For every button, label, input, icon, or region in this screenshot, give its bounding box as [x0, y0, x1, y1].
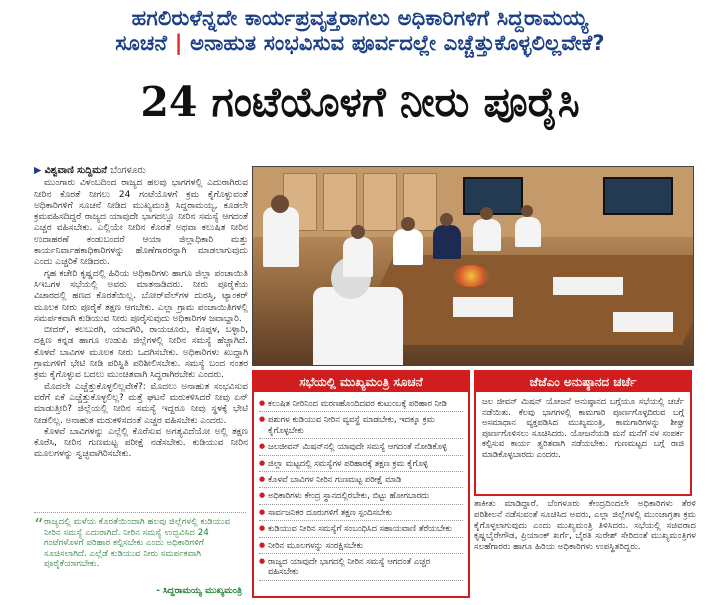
meeting-photo — [252, 166, 694, 366]
cm-instructions-box — [252, 370, 470, 598]
jjm-box — [474, 370, 692, 496]
byline-marker-icon: ▶ — [34, 165, 42, 176]
paragraph: ಮೊದಲೇ ಎಚ್ಚೆತ್ತುಕೊಳ್ಳಲಿಲ್ಲವೇಕೆ?: ಮೊದಲು ಅನಾಹುತ ಸಂಭವಿಸುವ ವರೆಗೆ ಏಕೆ ಎಚ್ಚೆತ್ತುಕೊಳ್ಳಲಿಲ್ಲ? ಮತ್ತೆ ಘಟನೆ ಮರುಕಳಿಸಿದರೆ ನೀವು ಏನ್ ಮಾಡುತ್ತೀರಿ? ಜಿಲ್ಲೆಯಲ್ಲಿ ನೀರಿನ ಸಮಸ್ಯೆ ಇದ್ದರೂ ನೀವು ಸ್ಥಳಕ್ಕೆ ಭೇಟಿ ನೀಡಲಿಲ್ಲ. ಅನಾಹುತ ಮರುಕಳಿಸದಂತೆ ಎಚ್ಚರ ವಹಿಸಬೇಕು ಎಂದರು. — [34, 381, 248, 426]
list-item: ● ಸಾರ್ವಜನಿಕರ ದೂರುಗಳಿಗೆ ತಕ್ಷಣ ಸ್ಪಂದಿಸಬೇಕು — [259, 505, 463, 521]
kicker-line-2a: ಸೂಚನೆ — [115, 31, 168, 55]
kicker-line-2 — [0, 31, 720, 56]
article-body-left — [34, 165, 248, 565]
list-item: ● ಪಶುಗಳ ಕುಡಿಯುವ ನೀರಿನ ವ್ಯವಸ್ಥೆ ಮಾಡಬೇಕು, ಇದಕ್ಕೂ ಕ್ರಮ ಕೈಗೊಳ್ಳಬೇಕು — [259, 412, 463, 439]
list-item: ● ನೀರಿನ ಮೂಲಗಳನ್ನು ಸಂರಕ್ಷಿಸಬೇಕು — [259, 538, 463, 554]
list-item: ● ಜಲಜೀವನ್ ಮಿಷನ್‌ನಲ್ಲಿ ಯಾವುದೇ ಸಮಸ್ಯೆ ಆಗದಂತೆ ನೋಡಿಕೊಳ್ಳಿ — [259, 439, 463, 455]
box-text: ಜಲ ಜೀವನ್ ಮಿಷನ್ ಯೋಜನೆ ಅನುಷ್ಠಾನದ ಬಗ್ಗೆಯೂ ಸಭೆಯಲ್ಲಿ ಚರ್ಚೆ ನಡೆಯಿತು. ಕೆಲವು ಭಾಗಗಳಲ್ಲಿ ಕಾಮಗಾರಿ ಪೂರ್ಣಗೊಳ್ಳದಿರುವ ಬಗ್ಗೆ ಅಸಮಾಧಾನ ವ್ಯಕ್ತಪಡಿಸಿದ ಮುಖ್ಯಮಂತ್ರಿ, ಕಾಮಗಾರಿಗಳನ್ನು ಶೀಘ್ರ ಪೂರ್ಣಗೊಳಿಸಲು ಸೂಚಿಸಿದರು. ಯೋಜನೆಯಡಿ ಮನೆ ಮನೆಗೆ ನಳ ಸಂಪರ್ಕ ಕಲ್ಪಿಸುವ ಕಾರ್ಯ ತ್ವರಿತವಾಗಿ ನಡೆಯಬೇಕು. ಗುಣಮಟ್ಟದ ಬಗ್ಗೆ ರಾಜಿ ಮಾಡಿಕೊಳ್ಳಬಾರದು ಎಂದರು. — [482, 396, 684, 459]
byline-name: ವಿಶ್ವವಾಣಿ ಸುದ್ದಿಮನೆ — [44, 165, 107, 176]
instruction-list — [254, 392, 468, 581]
box-title: ಜೆಜೆಎಂ ಅನುಷ್ಠಾನದ ಚರ್ಚೆ — [476, 372, 690, 392]
list-item: ● ಕುಡಿಯುವ ನೀರಿನ ಸಮಸ್ಯೆಗೆ ಸಂಬಂಧಿಸಿದ ಸಹಾಯವಾಣಿ ತೆರೆಯಬೇಕು — [259, 521, 463, 537]
headline: 24 ಗಂಟೆಯೊಳಗೆ ನೀರು ಪೂರೈಸಿ — [140, 78, 580, 126]
paragraph: ಬೀದರ್, ಕಲಬುರಗಿ, ಯಾದಗಿರಿ, ರಾಯಚೂರು, ಕೊಪ್ಪಳ, ಬಳ್ಳಾರಿ, ದಕ್ಷಿಣ ಕನ್ನಡ ಹಾಗೂ ಉಡುಪಿ ಜಿಲ್ಲೆಗಳಲ್ಲಿ ನೀರಿನ ಸಮಸ್ಯೆ ಹೆಚ್ಚಾಗಿದೆ. ಕೊಳವೆ ಬಾವಿಗಳ ಮೂಲಕ ನೀರು ಒದಗಿಸಬೇಕು. ಅಧಿಕಾರಿಗಳು ಖುದ್ದಾಗಿ ಗ್ರಾಮಗಳಿಗೆ ಭೇಟಿ ನೀಡಿ ಪರಿಸ್ಥಿತಿ ಪರಿಶೀಲಿಸಬೇಕು. ಸಮಸ್ಯೆ ಬಂದ ನಂತರ ಕ್ರಮ ಕೈಗೊಳ್ಳುವ ಬದಲು ಮುಂಚಿತವಾಗಿ ಸಿದ್ಧರಾಗಿರಬೇಕು ಎಂದರು. — [34, 325, 248, 381]
kicker — [0, 6, 720, 56]
list-item: ● ಜಿಲ್ಲಾ ಮಟ್ಟದಲ್ಲಿ ಸಮಸ್ಯೆಗಳ ಪರಿಹಾರಕ್ಕೆ ತಕ್ಷಣ ಕ್ರಮ ಕೈಗೊಳ್ಳಿ — [259, 456, 463, 472]
list-item: ● ಕೊಳವೆ ಬಾವಿಗಳ ನೀರಿನ ಗುಣಮಟ್ಟ ಪರೀಕ್ಷೆ ಮಾಡಿ — [259, 472, 463, 488]
pull-quote — [34, 512, 246, 598]
paragraph: ಮುಂಗಾರು ವಿಳಂಬದಿಂದ ರಾಜ್ಯದ ಹಲವು ಭಾಗಗಳಲ್ಲಿ ಎದುರಾಗಿರುವ ನೀರಿನ ಕೊರತೆ ನೀಗಲು 24 ಗಂಟೆಯೊಳಗೆ ಕ್ರಮ ಕೈಗೊಳ್ಳುವಂತೆ ಅಧಿಕಾರಿಗಳಿಗೆ ಸೂಚನೆ ನೀಡಿದ ಮುಖ್ಯಮಂತ್ರಿ ಸಿದ್ದರಾಮಯ್ಯ, ಕೂಡಲೇ ಕ್ರಮವಹಿಸದಿದ್ದರೆ ರಾಜ್ಯದ ಯಾವುದೇ ಭಾಗದಲ್ಲೂ ನೀರಿನ ಸಮಸ್ಯೆ ಆಗದಂತೆ ಎಚ್ಚರ ವಹಿಸಬೇಕು. ಎಲ್ಲಿಯೇ ನೀರಿನ ಕೊರತೆ ಅಥವಾ ಕಲುಷಿತ ನೀರಿನ ಉದಾಹರಣೆ ಕಂಡುಬಂದರೆ ಆಯಾ ಜಿಲ್ಲಾಧಿಕಾರಿ ಮತ್ತು ಕಾರ್ಯನಿರ್ವಾಹಕಾಧಿಕಾರಿಗಳನ್ನು ಹೊಣೆಗಾರರನ್ನಾಗಿ ಮಾಡಲಾಗುವುದು ಎಂದು ಎಚ್ಚರಿಕೆ ನೀಡಿದರು. — [34, 178, 248, 268]
byline-place: ಬೆಂಗಳೂರು — [110, 165, 146, 176]
paragraph: ಕೊಳವೆ ಬಾವಿಗಳನ್ನು ಎಲ್ಲೆಲ್ಲಿ ಕೊರೆಸುವ ಅಗತ್ಯವಿದೆಯೋ ಅಲ್ಲಿ ತಕ್ಷಣ ಕೊರೆಸಿ, ನೀರಿನ ಗುಣಮಟ್ಟ ಪರೀಕ್ಷೆ ನಡೆಸಬೇಕು. ಕುಡಿಯುವ ನೀರಿನ ಮೂಲಗಳನ್ನು ಸ್ವಚ್ಛವಾಗಿರಿಸಬೇಕು. — [34, 426, 248, 460]
list-item: ● ಕಲುಷಿತ ನೀರಿನಿಂದ ಮರಣಹೊಂದಿದವರ ಕುಟುಂಬಕ್ಕೆ ಪರಿಹಾರ ನೀಡಿ — [259, 396, 463, 412]
paragraph: ತಾಕೀತು ಮಾಡಿದ್ದಾರೆ. ಬೆಂಗಳೂರು ಕೇಂದ್ರದಿಂದಲೇ ಅಧಿಕಾರಿಗಳು ತೆರಳಿ ಪರಿಶೀಲನೆ ನಡೆಸುವಂತೆ ಸೂಚಿಸಿದ ಅವರು, ಎಲ್ಲಾ ಜಿಲ್ಲೆಗಳಲ್ಲಿ ಮುಂಜಾಗ್ರತಾ ಕ್ರಮ ಕೈಗೊಳ್ಳಲಾಗುವುದು ಎಂದು ಮುಖ್ಯಮಂತ್ರಿ ತಿಳಿಸಿದರು. ಸಭೆಯಲ್ಲಿ ಸಚಿವರಾದ ಕೃಷ್ಣಬೈರೇಗೌಡ, ಪ್ರಿಯಾಂಕ್ ಖರ್ಗೆ, ಬೈರತಿ ಸುರೇಶ್ ಸೇರಿದಂತೆ ಮುಖ್ಯಮಂತ್ರಿಗಳ ಸಲಹೆಗಾರರು ಹಾಗೂ ಹಿರಿಯ ಅಧಿಕಾರಿಗಳು ಉಪಸ್ಥಿತರಿದ್ದರು. — [474, 499, 696, 553]
paragraph: ಗೃಹ ಕಚೇರಿ ಕೃಷ್ಣದಲ್ಲಿ ಹಿರಿಯ ಅಧಿಕಾರಿಗಳು ಹಾಗೂ ಜಿಲ್ಲಾ ಪಂಚಾಯಿತಿ ಸಿಇಒಗಳ ಸಭೆಯಲ್ಲಿ ಅವರು ಮಾತನಾಡಿದರು. ನೀರು ಪೂರೈಕೆಯ ವಿಚಾರದಲ್ಲಿ ಹಣದ ಕೊರತೆಯಿಲ್ಲ. ಬೋರ್‌ವೆಲ್‌ಗಳ ದುರಸ್ತಿ, ಟ್ಯಾಂಕರ್ ಮೂಲಕ ನೀರು ಪೂರೈಕೆ ತಕ್ಷಣ ಆಗಬೇಕು. ಎಲ್ಲಾ ಗ್ರಾಮ ಪಂಚಾಯಿತಿಗಳಲ್ಲಿ ಸಮರ್ಪಕವಾಗಿ ಕುಡಿಯುವ ನೀರು ಪೂರೈಸುವುದು ಅಧಿಕಾರಿಗಳ ಜವಾಬ್ದಾರಿ. — [34, 268, 248, 324]
kicker-separator: | — [174, 31, 183, 55]
quote-author — [156, 586, 242, 596]
article-body-right — [474, 499, 696, 599]
kicker-line-2b: ಅನಾಹುತ ಸಂಭವಿಸುವ ಪೂರ್ವದಲ್ಲೇ ಎಚ್ಚೆತ್ತುಕೊಳ್ಳಲಿಲ್ಲವೇಕೆ? — [190, 31, 605, 55]
byline — [34, 165, 248, 176]
quote-author-name: - ಸಿದ್ದರಾಮಯ್ಯ — [156, 586, 202, 596]
quote-author-role: ಮುಖ್ಯಮಂತ್ರಿ — [205, 586, 242, 596]
list-item: ● ರಾಜ್ಯದ ಯಾವುದೇ ಭಾಗದಲ್ಲಿ ನೀರಿನ ಸಮಸ್ಯೆ ಆಗದಂತೆ ಎಚ್ಚರ ವಹಿಸಬೇಕು — [259, 554, 463, 581]
list-item: ● ಅಧಿಕಾರಿಗಳು ಕೇಂದ್ರ ಸ್ಥಾನದಲ್ಲಿರಬೇಕು, ಬಿಟ್ಟು ಹೋಗಬಾರದು — [259, 488, 463, 504]
quote-text: ರಾಜ್ಯದಲ್ಲಿ ಮಳೆಯ ಕೊರತೆಯಿಂದಾಗಿ ಹಲವು ಜಿಲ್ಲೆಗಳಲ್ಲಿ ಕುಡಿಯುವ ನೀರಿನ ಸಮಸ್ಯೆ ಎದುರಾಗಿದೆ. ನೀರಿನ ಸಮಸ್ಯೆ ಉದ್ಭವಿಸಿದ 24 ಗಂಟೆಗಳೊಳಗೆ ಪರಿಹಾರ ಕಲ್ಪಿಸಬೇಕು ಎಂದು ಅಧಿಕಾರಿಗಳಿಗೆ ಸೂಚಿಸಲಾಗಿದೆ. ಎಲ್ಲೆಡೆ ಕುಡಿಯುವ ನೀರು ಸಮರ್ಪಕವಾಗಿ ಪೂರೈಕೆಯಾಗಬೇಕು. — [44, 517, 231, 570]
kicker-line-1: ಹಗಲಿರುಳೆನ್ನದೇ ಕಾರ್ಯಪ್ರವೃತ್ತರಾಗಲು ಅಧಿಕಾರಿಗಳಿಗೆ ಸಿದ್ದರಾಮಯ್ಯ — [131, 6, 589, 30]
box-title: ಸಭೆಯಲ್ಲಿ ಮುಖ್ಯಮಂತ್ರಿ ಸೂಚನೆ — [254, 372, 468, 392]
quote-mark-icon: “ — [34, 515, 44, 536]
